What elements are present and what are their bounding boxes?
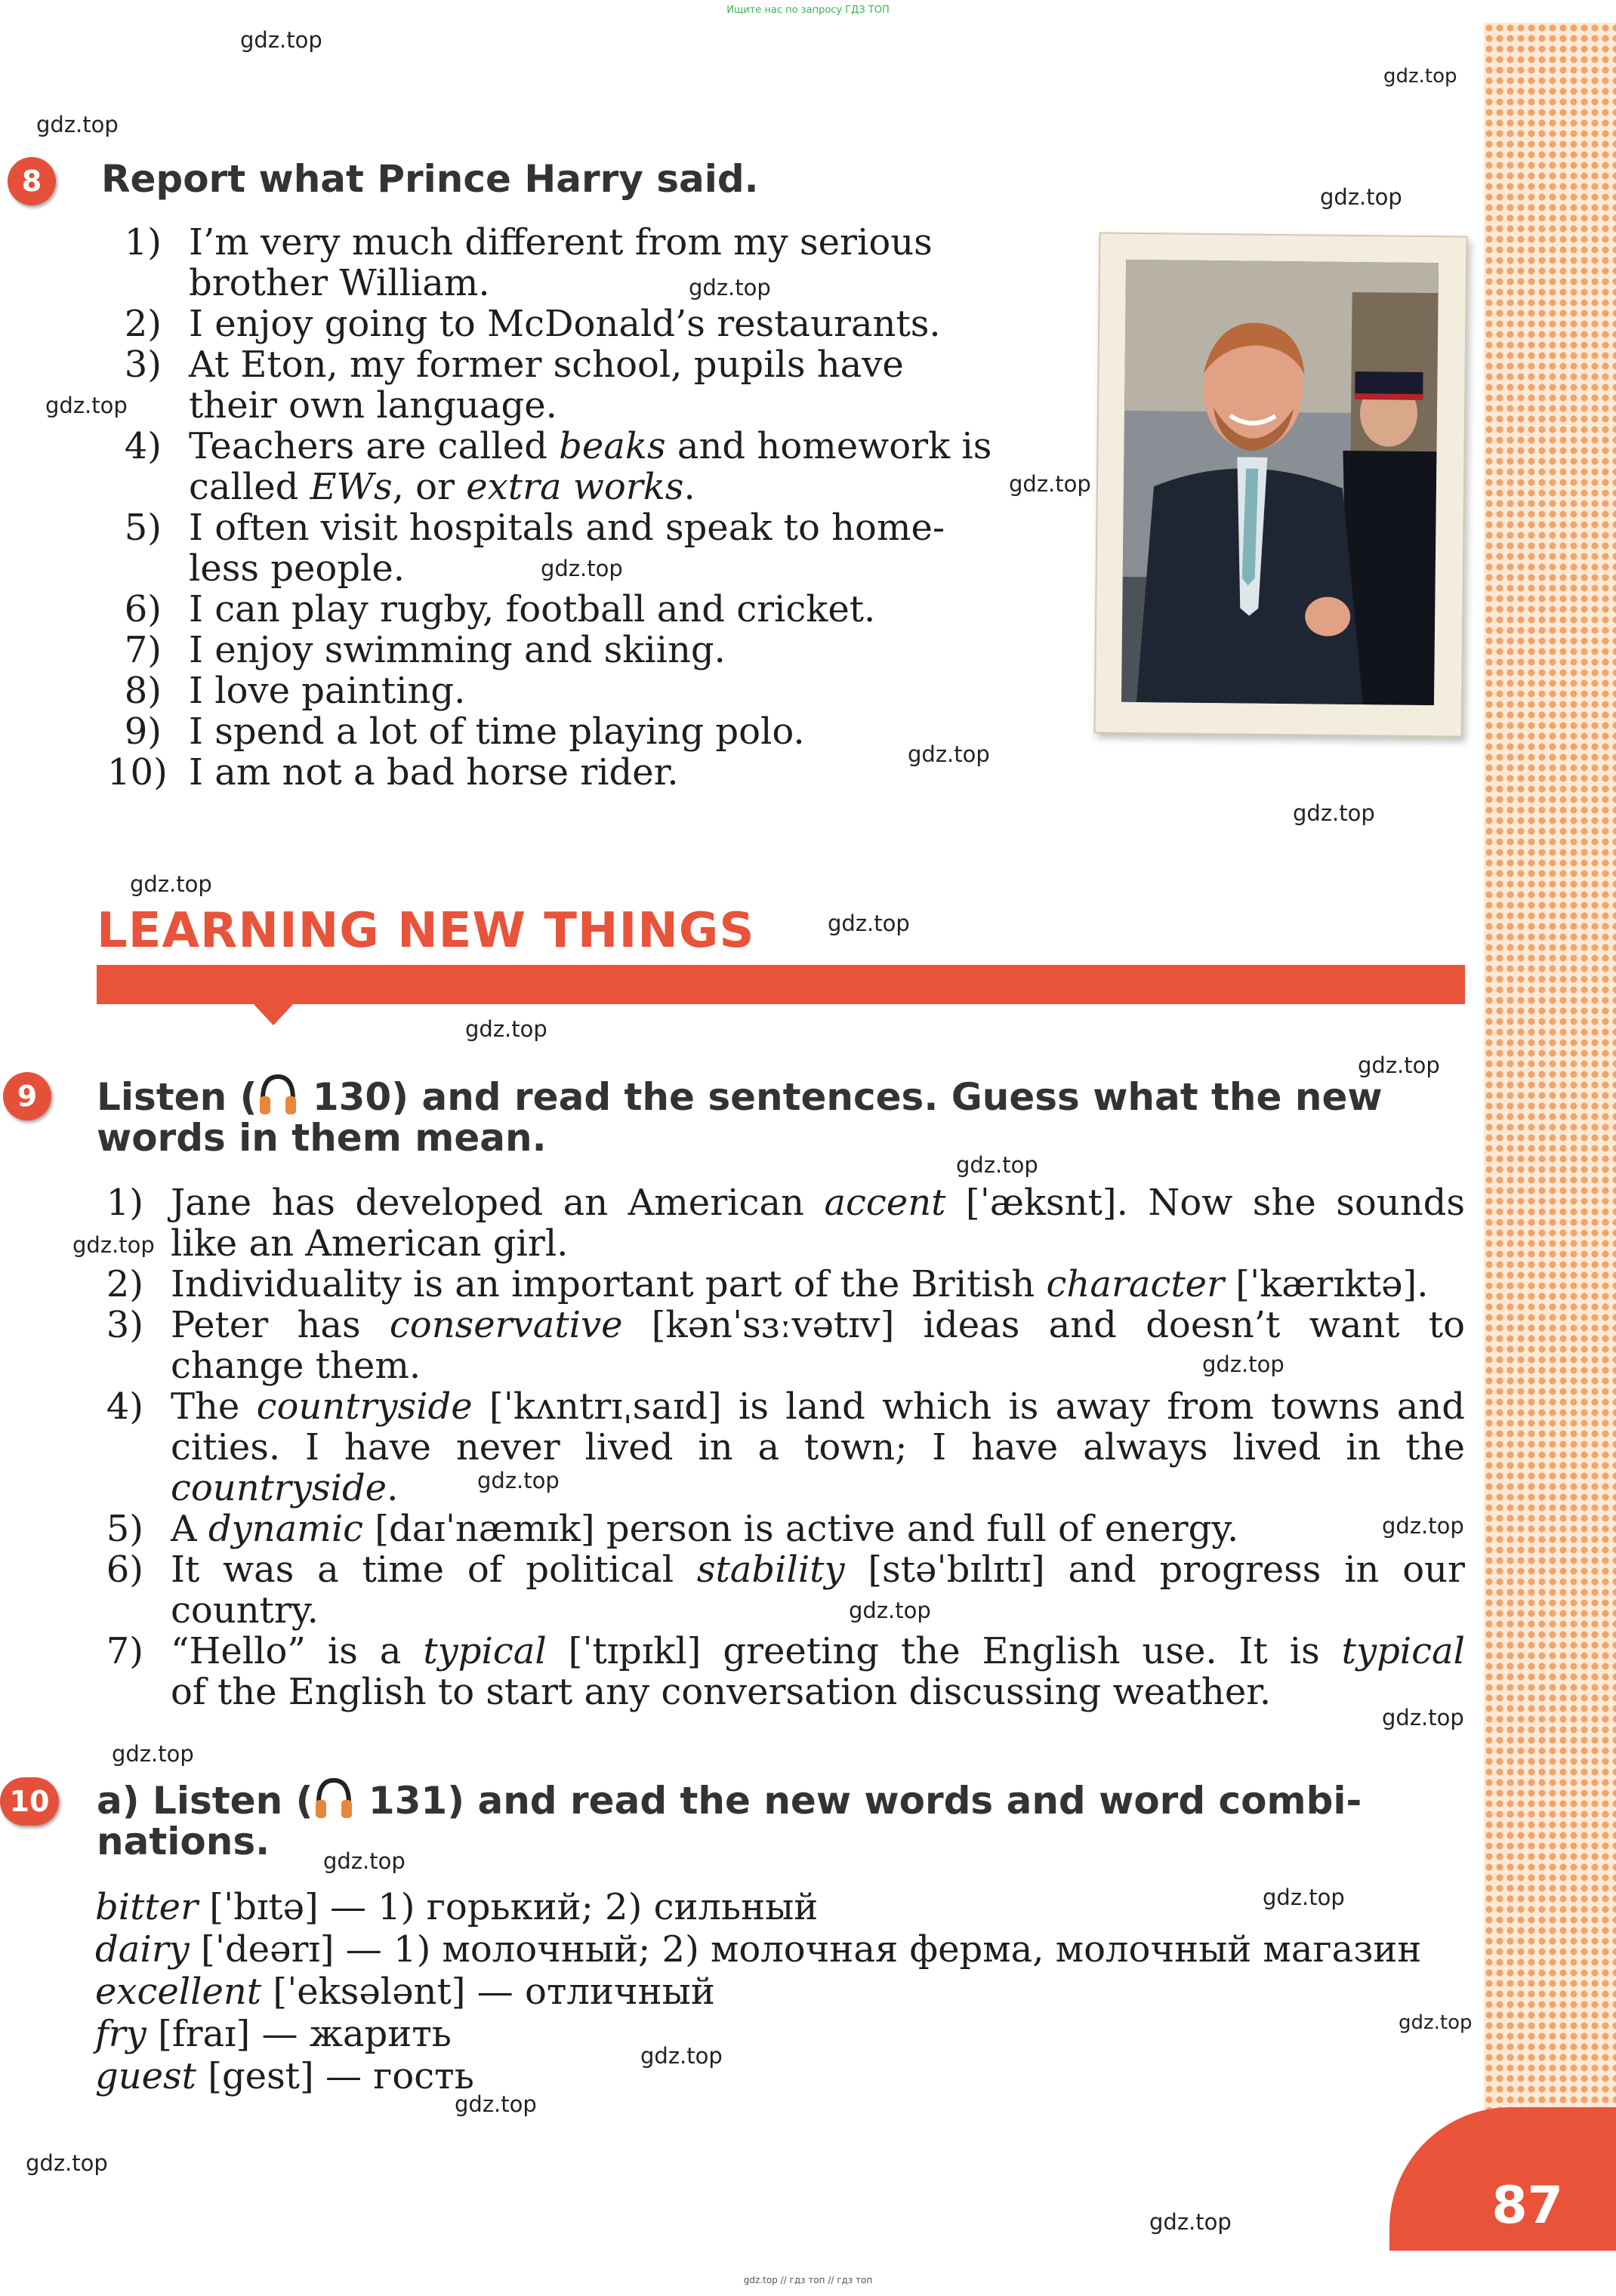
list-item: 2) Individuality is an important part of the British character [ˈkærɪktə]. <box>106 1263 1429 1305</box>
watermark: gdz.top <box>640 2043 723 2069</box>
list-item: 8) I love painting. <box>124 670 466 712</box>
photo-illustration <box>1121 260 1439 705</box>
watermark: gdz.top <box>45 393 128 418</box>
watermark: gdz.top <box>1202 1351 1284 1377</box>
vocab-entry: excellent [ˈeksələnt] — отличный <box>95 1971 715 2013</box>
watermark: gdz.top <box>849 1598 931 1623</box>
headphones-icon <box>313 1776 355 1821</box>
section-heading-bar <box>97 965 1465 1004</box>
vocab-entry: fry [fraɪ] — жарить <box>95 2013 452 2055</box>
watermark: gdz.top <box>112 1741 194 1767</box>
list-item: 10) I am not a bad horse rider. <box>107 751 679 794</box>
list-item: 6) I can play rugby, football and cricket. <box>124 588 876 630</box>
watermark: gdz.top <box>1358 1052 1440 1078</box>
page-number: 87 <box>1491 2176 1563 2236</box>
exercise-number-badge: 8 <box>8 157 56 205</box>
list-item: 6) It was a time of political stability [stəˈbɪlɪtɪ] and progress in our country. <box>106 1549 1465 1632</box>
watermark: gdz.top <box>1399 2011 1473 2034</box>
watermark: gdz.top <box>1263 1885 1345 1910</box>
watermark: gdz.top <box>36 112 119 137</box>
watermark: gdz.top <box>956 1152 1038 1178</box>
section-heading-notch <box>252 1003 295 1025</box>
list-item: 3) Peter has conservative [kənˈsɜːvətɪv] ideas and doesn’t want to change them. <box>106 1304 1465 1387</box>
vocab-entry: dairy [ˈdeərɪ] — 1) молочный; 2) молочная ферма, молочный магазин <box>95 1928 1422 1971</box>
watermark: gdz.top <box>1320 184 1402 210</box>
exercise-8-list <box>107 222 1051 793</box>
prince-harry-photo-frame <box>1094 232 1468 737</box>
list-item: 1) I’m very much different from my serious brother William. <box>124 221 933 304</box>
watermark: gdz.top <box>828 911 910 936</box>
list-item: 7) “Hello” is a typical [ˈtɪpɪkl] greeting the English use. It is typical of the English to start any conversation discussing weather. <box>106 1630 1465 1713</box>
watermark: gdz.top <box>541 556 623 581</box>
section-heading: LEARNING NEW THINGS <box>97 903 755 959</box>
vocab-entry: bitter [ˈbɪtə] — 1) горький; 2) сильный <box>95 1886 819 1928</box>
list-item: 4) The countryside [ˈkʌntrɪˌsaɪd] is land which is away from towns and cities. I have never lived in a town; I have always lived in the countryside. <box>106 1385 1466 1509</box>
decorative-dot-stripe <box>1484 23 1616 2159</box>
vocab-entry: guest [gest] — гость <box>95 2055 474 2097</box>
bottom-note: gdz.top // гдз топ // гдз топ <box>743 2275 873 2285</box>
vocabulary-list <box>95 1886 1421 2097</box>
list-item: 2) I enjoy going to McDonald’s restaurants. <box>124 303 941 345</box>
watermark: gdz.top <box>1149 2209 1232 2235</box>
list-item: 7) I enjoy swimming and skiing. <box>124 629 726 671</box>
exercise-number-badge: 10 <box>0 1777 59 1826</box>
watermark: gdz.top <box>689 275 771 300</box>
watermark: gdz.top <box>908 741 990 767</box>
watermark: gdz.top <box>1009 471 1091 497</box>
exercise-10-title: a) Listen ( 131) and read the new words and word combi- nations. <box>97 1776 1465 1863</box>
list-item: 3) At Eton, my former school, pupils have their own language. <box>124 344 904 427</box>
exercise-9-list <box>89 1182 1465 1712</box>
watermark: gdz.top <box>477 1468 560 1493</box>
watermark: gdz.top <box>455 2091 537 2117</box>
list-item: 5) I often visit hospitals and speak to home- less people. <box>124 507 945 590</box>
list-item: 9) I spend a lot of time playing polo. <box>124 710 805 753</box>
list-item: 1) Jane has developed an American accent [ˈæksnt]. Now she sounds like an American girl. <box>106 1182 1465 1265</box>
list-item: 4) Teachers are called beaks and homework is called EWs, or extra works. <box>124 425 992 508</box>
exercise-8-title: Report what Prince Harry said. <box>101 157 759 201</box>
prince-harry-photo <box>1121 260 1439 705</box>
watermark: gdz.top <box>1383 65 1457 88</box>
watermark: gdz.top <box>72 1232 155 1258</box>
watermark: gdz.top <box>1382 1513 1464 1539</box>
headphones-icon <box>257 1072 299 1117</box>
exercise-number-badge: 9 <box>3 1072 51 1120</box>
watermark: gdz.top <box>130 871 212 897</box>
top-note: Ищите нас по запросу ГДЗ ТОП <box>726 5 890 16</box>
watermark: gdz.top <box>26 2150 108 2176</box>
watermark: gdz.top <box>240 27 322 53</box>
list-item: 5) A dynamic [daɪˈnæmɪk] person is active and full of energy. <box>106 1508 1239 1550</box>
exercise-9-title: Listen ( 130) and read the sentences. Guess what the new words in them mean. <box>97 1072 1465 1160</box>
watermark: gdz.top <box>323 1848 406 1874</box>
watermark: gdz.top <box>465 1016 547 1042</box>
watermark: gdz.top <box>1382 1705 1464 1730</box>
watermark: gdz.top <box>1293 800 1375 826</box>
